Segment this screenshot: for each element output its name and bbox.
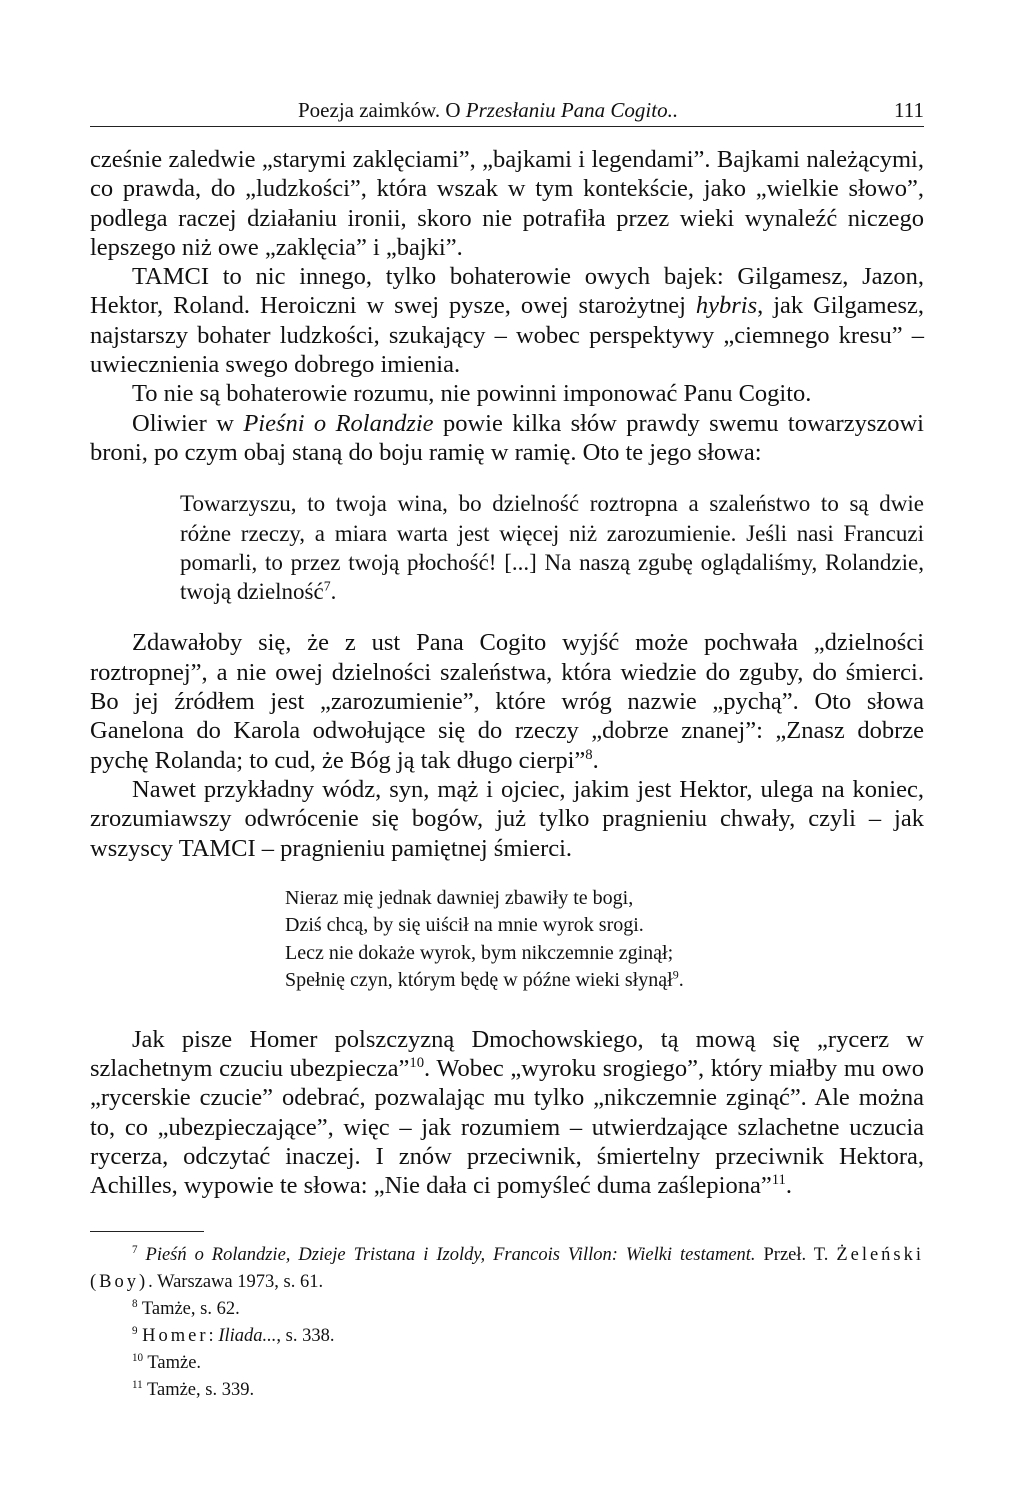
paragraph-1: cześnie zaledwie „starymi zaklęciami”, „bajkami i legendami”. Bajkami należącymi, co prawda, do „ludzkości”, która wszak w tym kontekście, jako „wielkie słowo”, podlega raczej działaniu ironii, skoro nie potrafiła przez wieki wynaleźć niczego lepszego niż owe „zaklęcia” i „bajki”. [90, 146, 924, 261]
verse-line-last [285, 967, 924, 995]
paragraph-3: To nie są bohaterowie rozumu, nie powinni imponować Panu Cogito. [132, 380, 812, 408]
paragraph-2-text-b: , jak Gilgamesz, najstarszy bohater ludzkości, szukający – wobec perspektywy „ciemnego kresu” – uwiecznienia swego dobrego imienia. [90, 292, 924, 379]
block-quote [180, 489, 924, 606]
block-quote-text [180, 489, 924, 606]
footnote-ref-7: 7 [323, 578, 331, 594]
paragraph-5 [90, 628, 924, 774]
footnote-7-translator: Żeleński (Boy) [90, 1244, 925, 1292]
paragraph-6: Nawet przykładny wódz, syn, mąż i ojciec, jakim jest Hektor, ulega na koniec, zrozumiawszy odwrócenie się bogów, już tylko pragnieniu chwały, czyli – jak wszyscy TAMCI – pragnieniu pamiętnej śmierci. [90, 775, 924, 862]
footnote-11-text: Tamże, s. 339. [146, 1379, 255, 1400]
footnote-ref-9: 9 [672, 967, 679, 982]
footnote-8-text: Tamże, s. 62. [141, 1298, 240, 1319]
paragraph-4-text-a: Oliwier w [132, 409, 244, 437]
quote-end: . [330, 579, 337, 605]
footnote-7 [90, 1242, 924, 1296]
footnote-number: 10 [132, 1351, 144, 1364]
paragraph-4-work-title: Pieśni o Rolandzie [243, 409, 434, 437]
footnote-separator [90, 1231, 204, 1232]
paragraph-2-italic-hybris: hybris [695, 292, 758, 320]
paragraph-4-text-b: powie kilka słów prawdy swemu towarzyszowi broni, po czym obaj staną do boju ramię w ramię. Oto te jego słowa: [90, 409, 924, 466]
paragraph-5-text: Zdawałoby się, że z ust Pana Cogito wyjść może pochwała „dzielności roztropnej”, a nie owej dzielności szaleństwa, która wiedzie do zguby, do śmierci. Bo jej źródłem jest „zarozumienie”, które wróg nazwie „pychą”. Oto słowa Ganelona do Karola odwołujące się do rzeczy „dobrze znanej”: „Znasz dobrze pychę Rolanda; to cud, że Bóg ją tak długo cierpi” [90, 629, 924, 774]
footnote-7-title: Pieśń o Rolandzie, Dzieje Tristana i Izoldy, Francois Villon: Wielki testament. [145, 1244, 756, 1265]
paragraph-7-end: . [785, 1172, 792, 1200]
verse-end: . [678, 969, 684, 992]
verse-line: Lecz nie dokaże wyrok, bym nikczemnie zginął; [285, 941, 674, 964]
footnote-8 [90, 1296, 924, 1323]
footnote-10 [90, 1350, 924, 1377]
paragraph-7 [90, 1025, 924, 1201]
footnote-9-tail: , s. 338. [276, 1325, 335, 1346]
running-head-text: Poezja zaimków. O [298, 98, 466, 122]
footnote-number: 7 [132, 1243, 138, 1256]
main-text [90, 145, 924, 1404]
paragraph-7-text-b: . Wobec „wyroku srogiego”, który miałby mu owo „rycerskie czucie” odebrać, pozwalając mu tylko „nikczemnie zginąć”. Ale można to, co „ubezpieczające”, więc – jak rozumiem – utwierdzające szlachetne uczucia rycerza, odczytać inaczej. I znów przeciwnik, śmiertelny przeciwnik Hektora, Achilles, wypowie te słowa: „Nie dała ci pomyśleć duma zaślepiona” [90, 1055, 924, 1200]
footnotes [90, 1242, 924, 1404]
footnote-9-title: Iliada... [218, 1325, 277, 1346]
quote-body: Towarzyszu, to twoja wina, bo dzielność roztropna a szaleństwo to są dwie różne rzeczy, a miara warta jest więcej niż zarozumienie. Jeśli nasi Francuzi pomarli, to przez twoją płochość! [...] Na naszą zgubę oglądaliśmy, Rolandzie, twoją dzielność [180, 491, 924, 605]
paragraph-2 [90, 262, 924, 379]
verse-line: Nieraz mię jednak dawniej zbawiły te bogi, [285, 886, 634, 909]
paragraph-2-text-a: TAMCI to nic innego, tylko bohaterowie owych bajek: Gilgamesz, Jazon, Hektor, Roland. Heroiczni w swej pysze, owej starożytnej [90, 263, 924, 320]
verse-quote [285, 885, 924, 995]
footnote-number: 9 [132, 1324, 138, 1337]
running-head-title: Przesłaniu Pana Cogito.. [465, 98, 679, 122]
footnote-ref-10: 10 [409, 1054, 425, 1071]
running-header [90, 96, 924, 127]
footnote-ref-8: 8 [585, 746, 593, 763]
footnote-10-text: Tamże. [147, 1352, 202, 1373]
running-head [298, 98, 678, 123]
verse-line-text: Spełnię czyn, którym będę w późne wieki słynął [285, 969, 673, 992]
footnote-ref-11: 11 [771, 1172, 786, 1189]
paragraph-7-text-a: Jak pisze Homer polszczyzną Dmochowskiego, tą mową się „rycerz w szlachetnym czuciu ubezpiecza” [90, 1025, 924, 1083]
verse-line: Dziś chcą, by się uiścił na mnie wyrok srogi. [285, 914, 644, 937]
page-number: 111 [894, 98, 924, 122]
footnote-number: 11 [132, 1378, 143, 1391]
footnote-7-tail: . Warszawa 1973, s. 61. [148, 1271, 324, 1292]
footnote-number: 8 [132, 1297, 138, 1310]
paragraph-5-end: . [592, 746, 599, 774]
paragraph-4 [90, 409, 924, 468]
footnote-9 [90, 1323, 924, 1350]
footnote-7-text: Przeł. T. [755, 1244, 837, 1265]
footnote-11 [90, 1377, 924, 1404]
footnote-9-author: Homer [142, 1325, 209, 1346]
footnote-9-sep: : [208, 1325, 219, 1346]
